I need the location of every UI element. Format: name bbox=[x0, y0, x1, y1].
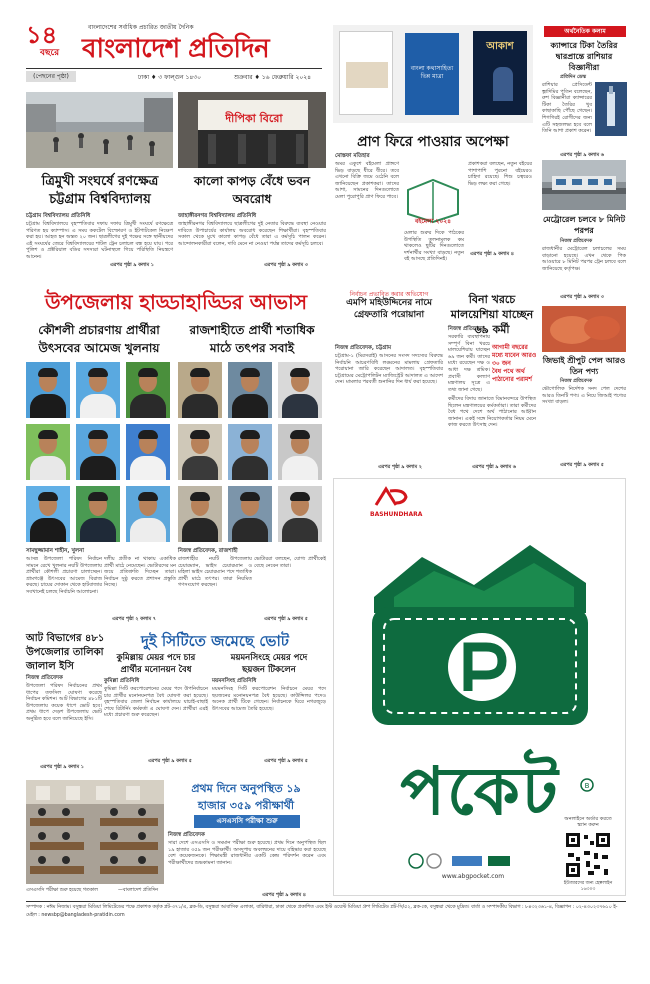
book-fair-body-1: অমর একুশে বইমেলা প্রাঙ্গণে ভিড় বাড়ছে ধীরে ধীরে। তবে এখনো বিক্রি জমে ওঠেনি বলে জানিয়েছেন প্রকাশকরা। তাদের আশা, সামনের দিনগুলোতে মেলা পুরোপুরি প্রাণ ফিরে পাবে। bbox=[335, 161, 399, 200]
malaysia-body-2: কর্মীদের বিদায় জানাতে বিমানবন্দরে উপস্থিত ছিলেন মন্ত্রণালয়ের কর্মকর্তারা। তারা কর্মীদের বৈধ পথে দেশে অর্থ পাঠানোর আহ্বান জানান। একই সঙ্গে নিয়োগকর্তার নিয়ম মেনে কাজ করতে উৎসাহ দেন। bbox=[448, 396, 536, 429]
ssc-credit: নিজস্ব প্রতিবেদক bbox=[168, 832, 205, 838]
ssc-exam-photo bbox=[26, 780, 164, 884]
two-city-body-right: ময়মনসিংহ সিটি করপোরেশন নির্বাচনে মেয়র পদে ছয়জনের মনোনয়নপত্র বৈধ হয়েছে। কাউন্সিলর পদেও অনেক প্রার্থী টিকে গেছেন। নির্বাচনকে ঘিরে নগরজুড়ে উৎসবের আমেজ তৈরি হয়েছে। bbox=[212, 686, 326, 712]
upazila-sub-left-2: উৎসবের আমেজ খুলনায় bbox=[38, 341, 160, 355]
candidate-photo bbox=[76, 486, 120, 542]
sidebar-continued-3: এরপর পৃষ্ঠা ৯ কলাম ৫ bbox=[560, 463, 604, 468]
masthead-rule bbox=[26, 68, 322, 69]
ssc-banner: এসএসসি পরীক্ষা শুরু bbox=[194, 815, 300, 828]
ssc-photo-credit: —বাংলাদেশ প্রতিদিন bbox=[118, 888, 159, 893]
sidebar-body-2: রাজধানীর মেট্রোরেল চলাচলের সময় বাড়ানো হয়েছে। এখন থেকে পিক আওয়ারে ৮ মিনিট পরপর ট্রেন চলবে বলে জানিয়েছে কর্তৃপক্ষ। bbox=[542, 246, 626, 272]
ju-body: জাহাঙ্গীরনগর বিশ্ববিদ্যালয়ে ছাত্রলীগের দুই নেতার বিরুদ্ধে ব্যবস্থা নেওয়ার দাবিতে উপাচার্যের কার্যালয় অবরোধ করেছেন শিক্ষার্থীরা। বৃহস্পতিবার সকাল থেকে মুখে কালো কাপড় বেঁধে তারা এ কর্মসূচি পালন করেন। আন্দোলনকারীরা বলেন, দাবি মেনে না নেওয়া পর্যন্ত তাদের কর্মসূচি চলবে। bbox=[178, 221, 326, 247]
sidebar-column-tag: অর্থনৈতিক কলাম bbox=[544, 26, 626, 37]
candidate-photo bbox=[26, 424, 70, 480]
book-cover-2-title: বাংলা কথাসাহিত্য ভিন্ন মাত্রা bbox=[410, 65, 454, 80]
anniversary-number: ১৪ bbox=[26, 21, 58, 49]
jalal-continued: এরপর পৃষ্ঠা ৯ কলাম ১ bbox=[40, 765, 84, 770]
book-cover-1 bbox=[339, 31, 393, 115]
upazila-body-right: রাজশাহীর নয়টি উপজেলায় চেয়ারম্যান, ভাইস চেয়ারম্যান ও মহিলা ভাইস চেয়ারম্যান পদে শতাধিক প্রার্থী মাঠে তৎপর। তারা নিয়মিত গণসংযোগ করছেন। bbox=[178, 556, 252, 589]
upazila-continued-right: এরপর পৃষ্ঠা ৯ কলাম ৫ bbox=[264, 617, 308, 622]
malaysia-credit: নিজস্ব প্রতিবেদক bbox=[448, 326, 485, 332]
candidate-photo bbox=[178, 486, 222, 542]
ssc-photo-caption: এসএসসি পরীক্ষা শুরু হয়েছে গতকাল bbox=[26, 888, 98, 893]
pocket-helpline: ইউজারদের জন্য হেল্পলাইন ১৬৩০৩ bbox=[563, 881, 613, 892]
two-city-credit-left: কুমিল্লা প্রতিনিধি bbox=[104, 678, 140, 684]
upazila-credit-left: সামছুজ্জামান শাহীন, খুলনা bbox=[26, 548, 85, 554]
candidate-photo bbox=[126, 486, 170, 542]
upazila-sub-right-1: রাজশাহীতে প্রার্থী শতাধিক bbox=[189, 323, 315, 337]
jalal-body: উপজেলা পরিষদ নির্বাচনের প্রথম ধাপের তফসিল ঘোষণা করেছে নির্বাচন কমিশন। আট বিভাগের ৪৮১টি উপজেলায় কয়েক ধাপে ভোট হবে। প্রথম ধাপে দেড়শ উপজেলায় ভোট অনুষ্ঠিত হবে বলে জানিয়েছে ইসি। bbox=[26, 683, 102, 722]
pocket-brand-text: পকেট bbox=[400, 753, 560, 830]
two-city-credit-right: ময়মনসিংহ প্রতিনিধি bbox=[212, 678, 257, 684]
ctg-headline-2: চট্টগ্রাম বিশ্ববিদ্যালয় bbox=[49, 192, 151, 207]
sidebar-credit-2: নিজস্ব প্রতিবেদক bbox=[560, 239, 593, 244]
ctg-clash-photo bbox=[26, 92, 173, 168]
jalal-credit: নিজস্ব প্রতিবেদক bbox=[26, 675, 63, 681]
sidebar-headline-2: মেট্রোরেল চলবে ৮ মিনিট পরপর bbox=[542, 215, 626, 235]
date: শুক্রবার ♦ ১৬ ফেব্রুয়ারি ২০২৪ bbox=[234, 74, 312, 81]
footer-rule bbox=[26, 901, 626, 902]
two-city-sub-right-1: ময়মনসিংহে মেয়র পদে bbox=[230, 653, 308, 663]
anniversary-logo bbox=[26, 22, 70, 62]
sidebar-headline-1: ক্যান্সারে টিকা তৈরির দ্বারপ্রান্তে রাশিয়ার বিজ্ঞানীরা bbox=[550, 41, 618, 72]
qr-code[interactable] bbox=[564, 831, 612, 879]
ju-protest-photo bbox=[178, 92, 326, 168]
back-page-label: (পেছনের পৃষ্ঠা) bbox=[26, 71, 76, 82]
qr-code-art bbox=[564, 831, 612, 879]
metro-photo-art bbox=[542, 160, 626, 210]
malaysia-bullet-1: আগামী বছরের মধ্যে যাবেন আরও ৩০ জন bbox=[492, 344, 537, 367]
jalal-headline-3: জালাল ইসি bbox=[26, 661, 74, 672]
malaysia-headline: বিনা খরচে মালয়েশিয়া যাচ্ছেন ৬৯ কর্মী bbox=[450, 293, 534, 336]
masthead-tagline: বাংলাদেশের সর্বাধিক প্রচারিত জাতীয় দৈনিক bbox=[88, 24, 194, 31]
malaysia-continued: এরপর পৃষ্ঠা ৯ কলাম ৬ bbox=[472, 465, 516, 470]
pocket-website[interactable]: www.abgpocket.com bbox=[441, 873, 505, 880]
gi-product-photo bbox=[542, 306, 626, 352]
candidate-photo bbox=[26, 362, 70, 418]
ju-protest-banner-text: দীপিকা বিরো bbox=[225, 112, 283, 125]
upazila-headline: উপজেলায় হাড্ডাহাড্ডির আভাস bbox=[44, 290, 308, 314]
candidate-photo bbox=[228, 486, 272, 542]
candidate-photo bbox=[178, 362, 222, 418]
book-fair-logo-text: বইমেলা ২০২৪ bbox=[414, 218, 452, 225]
mp-arrest-headline: এমপি মহিউদ্দিনের নামে গ্রেফতারি পরোয়ানা bbox=[346, 298, 432, 320]
mp-arrest-kicker: নির্বাচন প্রভাবিত করার অভিযোগ bbox=[349, 291, 429, 298]
sidebar-continued-2: এরপর পৃষ্ঠা ৯ কলাম ৩ bbox=[560, 295, 604, 300]
sidebar-credit-3: নিজস্ব প্রতিবেদক bbox=[560, 379, 593, 384]
upazila-sub-right-2: মাঠে তৎপর সবাই bbox=[209, 341, 295, 355]
book-cover-2 bbox=[405, 33, 459, 115]
malaysia-bullet-2: বৈধ পথে অর্থ পাঠানোর পরামর্শ bbox=[492, 368, 532, 383]
book-fair-headline: প্রাণ ফিরে পাওয়ার অপেক্ষা bbox=[357, 134, 509, 150]
sidebar-headline-3: জিভাই শ্রীপুট পেল আরও তিন পণ্য bbox=[542, 356, 626, 376]
book-covers-strip bbox=[333, 25, 533, 123]
mp-arrest-body: চট্টগ্রাম-১ (মিরসরাই) আসনের সংসদ সদস্যের বিরুদ্ধে নির্বাচনি আচরণবিধি লঙ্ঘনের মামলায় গ্রেফতারি পরোয়ানা জারি করেছেন আদালত। বৃহস্পতিবার চট্টগ্রামের মেট্রোপলিটন ম্যাজিস্ট্রেট আদালত এ আদেশ দেন। মামলার পরবর্তী শুনানির দিন ধার্য করা হয়েছে। bbox=[335, 353, 443, 386]
upazila-sub-left-1: কৌশলী প্রচারণায় প্রার্থীরা bbox=[38, 323, 160, 337]
ssc-continued: এরপর পৃষ্ঠা ৯ কলাম ৪ bbox=[262, 893, 306, 898]
candidate-photo bbox=[228, 362, 272, 418]
ssc-body: সারা দেশে এসএসসি ও সমমান পরীক্ষা শুরু হয়েছে। প্রথম দিনে অনুপস্থিত ছিল ১৯ হাজার ৩৫৯ জন পরীক্ষার্থী। অসদুপায় অবলম্বনের দায়ে বহিষ্কার করা হয়েছে বেশ কয়েকজনকে। শিক্ষামন্ত্রী রাজধানীর একটি কেন্দ্র পরিদর্শন করেন এবং পরীক্ষার্থীদের শুভকামনা জানান। bbox=[168, 840, 326, 866]
candidate-photo bbox=[228, 424, 272, 480]
candidate-photo bbox=[278, 362, 322, 418]
jalal-headline-2: উপজেলার তালিকা bbox=[26, 647, 104, 658]
sidebar-body-1: রাশিয়ার প্রেসিডেন্ট ভ্লাদিমির পুতিন বলেছেন, রুশ বিজ্ঞানীরা ক্যান্সারের টিকা তৈরির খুব কাছাকাছি পৌঁছে গেছেন। শিগগিরই রোগীদের জন্য এটি সহজলভ্য হবে বলে তিনি আশা প্রকাশ করেন। bbox=[542, 82, 592, 135]
masthead bbox=[26, 20, 628, 84]
vaccine-photo bbox=[595, 82, 627, 136]
ctg-credit: চট্টগ্রাম বিশ্ববিদ্যালয় প্রতিনিধি bbox=[26, 213, 91, 219]
book-cover-3-title: আকাশ bbox=[486, 41, 514, 52]
mp-arrest-continued: এরপর পৃষ্ঠা ৯ কলাম ২ bbox=[378, 465, 422, 470]
metro-photo bbox=[542, 160, 626, 210]
ju-continued: এরপর পৃষ্ঠা ৯ কলাম ৩ bbox=[264, 263, 308, 268]
two-city-continued-right: এরপর পৃষ্ঠা ৯ কলাম ৫ bbox=[264, 759, 308, 764]
upazila-body-mid: দলীয় প্রতীক না থাকায় একাধিক প্রার্থী মাঠে নেমেছেন। ভোটারদের মন জয়ে প্রতিশ্রুতি দিচ্ছেন তারা। নির্বাচন সুষ্ঠু করতে প্রশাসন প্রস্তুতি নিচ্ছে। bbox=[104, 556, 177, 589]
candidate-photo bbox=[278, 424, 322, 480]
masthead-title: বাংলাদেশ প্রতিদিন bbox=[82, 34, 270, 64]
candidate-photo bbox=[178, 424, 222, 480]
book-fair-body-2: মেলার শুরুর দিকে পাঠকের উপস্থিতি তুলনামূলক কম থাকলেও ছুটির দিনগুলোতে দর্শনার্থীর সংখ্যা বাড়ছে। নতুন বই আসছে প্রতিদিনই। bbox=[404, 230, 464, 263]
candidate-photo bbox=[126, 424, 170, 480]
bashundhara-brand: BASHUNDHARA bbox=[370, 511, 423, 518]
malaysia-body: সরকারি ব্যবস্থাপনায় সম্পূর্ণ বিনা খরচে মালয়েশিয়ায় যাচ্ছেন ৬৯ জন কর্মী। তাদের মধ্যে রয়েছেন দক্ষ ও আধা দক্ষ শ্রমিক। প্রবাসী কল্যাণ মন্ত্রণালয় সূত্রে এ তথ্য জানা গেছে। bbox=[448, 334, 490, 393]
book-fair-credit: মোস্তফা মতিহার bbox=[335, 153, 370, 159]
ssc-headline-1: প্রথম দিনে অনুপস্থিত ১৯ bbox=[191, 782, 301, 795]
candidate-photo bbox=[76, 424, 120, 480]
upazila-credit-right: নিজস্ব প্রতিবেদক, রাজশাহী bbox=[178, 548, 238, 554]
ju-protest-photo-art bbox=[178, 92, 326, 168]
candidate-photo bbox=[126, 362, 170, 418]
two-city-sub-left-1: কুমিল্লায় মেয়র পদে চার bbox=[116, 653, 196, 663]
mp-arrest-credit: নিজস্ব প্রতিবেদক, চট্টগ্রাম bbox=[335, 345, 392, 351]
payment-logos bbox=[408, 853, 544, 869]
sidebar-body-3: ভৌগোলিক নির্দেশক সনদ পেল দেশের আরও তিনটি পণ্য। এ নিয়ে জিআই পণ্যের সংখ্যা বাড়ল। bbox=[542, 386, 626, 406]
candidate-photo-grid bbox=[26, 362, 326, 546]
two-city-body-left: কুমিল্লা সিটি করপোরেশনের মেয়র পদে উপনির্বাচনে চার প্রার্থীর মনোনয়নপত্র বৈধ ঘোষণা করা হয়েছে। বৃহস্পতিবার জেলা নির্বাচন কার্যালয়ে যাচাই-বাছাই শেষে রিটার্নিং কর্মকর্তা এ ঘোষণা দেন। প্রার্থীরা এরই মধ্যে প্রচারণা শুরু করেছেন। bbox=[104, 686, 208, 719]
anniversary-word: বছরে bbox=[40, 48, 60, 58]
footer-imprint: সম্পাদক : নঈম নিজাম। বসুন্ধরা মিডিয়া লিমিটেডের পক্ষে প্রকাশক কর্তৃক প্লট-৩৭১/এ, ব্লক-ডি, বসুন্ধরা আবাসিক এলাকা, বারিধারা, ঢাকা থেকে প্রকাশিত এবং ইস্ট ওয়েস্ট মিডিয়া গ্রুপ লিমিটেড প্লট-সি/৫২, ব্লক-কে, বসুন্ধরা থেকে মুদ্রিত। বার্তা ও সম্পাদকীয় বিভাগ : ৮৪৩২৩৬১-৪, বিজ্ঞাপন : ০২-৪৩০২৩৭৬১০ ই-মেইল : newsbp@bangladesh-pratidin.com bbox=[26, 905, 618, 918]
ctg-continued: এরপর পৃষ্ঠা ৯ কলাম ১ bbox=[110, 263, 154, 268]
upazila-continued-left: এরপর পৃষ্ঠা ২ কলাম ৭ bbox=[112, 617, 156, 622]
two-city-sub-right-2: ছয়জন টিকলেন bbox=[242, 665, 296, 675]
book-fair-body-3: প্রকাশকরা বলছেন, নতুন বইয়ের পাশাপাশি পুরনো বইয়েরও চাহিদা রয়েছে। শিশু চত্বরেও ভিড় লক্ষ্য করা গেছে। bbox=[468, 161, 532, 187]
ctg-headline-1: ত্রিমুখী সংঘর্ষে রণক্ষেত্র bbox=[41, 174, 159, 189]
dateline: ঢাকা ♦ ৩ ফাল্গুন ১৪৩০ bbox=[138, 74, 202, 81]
qr-caption: অনলাইনে অর্ডার করতে স্ক্যান করুন bbox=[564, 816, 612, 828]
ju-headline: কালো কাপড় বেঁধে ভবন অবরোধ bbox=[193, 174, 311, 206]
pocket-advertisement[interactable] bbox=[333, 478, 626, 896]
candidate-photo bbox=[26, 486, 70, 542]
upazila-body-right-2: ভোটাররা বলছেন, যোগ্য প্রার্থীকেই বেছে নেবেন তারা। bbox=[254, 556, 326, 569]
sidebar-credit-1: প্রতিদিন ডেস্ক bbox=[560, 75, 586, 80]
upazila-body-left: আসন্ন উপজেলা পরিষদ নির্বাচন সামনে রেখে খুলনার নয়টি উপজেলায় প্রার্থীরা কৌশলী প্রচারণা চালাচ্ছেন। গ্রামগঞ্জে উৎসবের আমেজ বিরাজ করছে। চায়ের দোকান থেকে হাটবাজার সবখানেই চলছে নির্বাচনি আলোচনা। bbox=[26, 556, 102, 595]
candidate-photo bbox=[278, 486, 322, 542]
ssc-headline-2: হাজার ৩৫৯ পরীক্ষার্থী bbox=[197, 799, 295, 812]
book-fair-logo bbox=[404, 176, 462, 228]
book-fair-continued: এরপর পৃষ্ঠা ৯ কলাম ৪ bbox=[470, 252, 514, 257]
book-cover-3 bbox=[473, 31, 527, 115]
ctg-clash-photo-art bbox=[26, 92, 173, 168]
ju-credit: জাহাঙ্গীরনগর বিশ্ববিদ্যালয় প্রতিনিধি bbox=[178, 213, 257, 219]
sidebar-continued-1: এরপর পৃষ্ঠা ৯ কলাম ৬ bbox=[560, 153, 604, 158]
two-city-sub-left-2: প্রার্থীর মনোনয়ন বৈধ bbox=[120, 665, 192, 675]
two-city-continued-left: এরপর পৃষ্ঠা ৯ কলাম ৫ bbox=[148, 759, 192, 764]
two-city-headline: দুই সিটিতে জমেছে ভোট bbox=[141, 632, 289, 650]
candidate-photo bbox=[76, 362, 120, 418]
jalal-headline-1: আট বিভাগের ৪৮১ bbox=[26, 633, 105, 644]
ssc-exam-photo-art bbox=[26, 780, 164, 884]
ctg-body: চট্টগ্রাম বিশ্ববিদ্যালয়ে বৃহস্পতিবার দফায় দফায় ত্রিমুখী সংঘর্ষে রণক্ষেত্রে পরিণত হয় ক্যাম্পাস। এ সময় ককটেল বিস্ফোরণ ও ইটপাটকেল নিক্ষেপ করা হয়। আহত হন অন্তত ২০ জন। ছাত্রলীগের দুই পক্ষের সঙ্গে স্থানীয়দের এই সংঘর্ষের জেরে বিশ্ববিদ্যালয়ের শাটল ট্রেন চলাচল বন্ধ হয়ে যায়। পরে পুলিশ ও প্রক্টরিয়াল বডির সদস্যরা ঘটনাস্থলে গিয়ে পরিস্থিতি নিয়ন্ত্রণে আনেন। bbox=[26, 221, 173, 260]
svg-text:B: B bbox=[584, 782, 590, 790]
